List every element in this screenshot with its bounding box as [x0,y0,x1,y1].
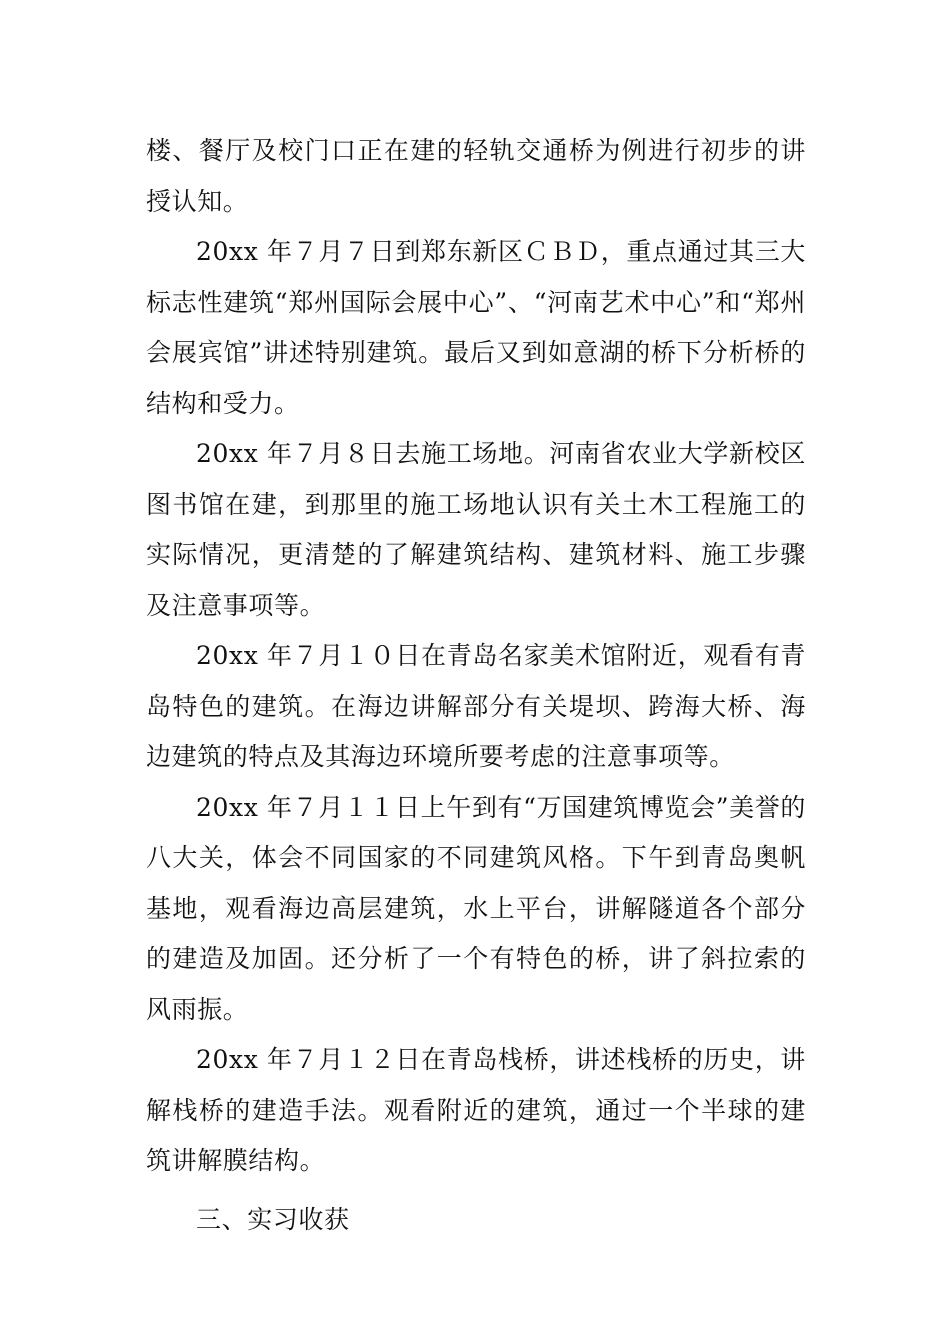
paragraph-july-11: 20xx 年７月１１日上午到有“万国建筑博览会”美誉的八大关，体会不同国家的不同建筑风格。下午到青岛奥帆基地，观看海边高层建筑，水上平台，讲解隧道各个部分的建造及加固。还分析了一个有特色的桥，讲了斜拉索的风雨振。 [146,792,806,1024]
paragraph-continued: 楼、餐厅及校门口正在建的轻轨交通桥为例进行初步的讲授认知。 [146,136,806,216]
paragraph-july-10: 20xx 年７月１０日在青岛名家美术馆附近，观看有青岛特色的建筑。在海边讲解部分有关堤坝、跨海大桥、海边建筑的特点及其海边环境所要考虑的注意事项等。 [146,641,806,771]
paragraph-july-12: 20xx 年７月１２日在青岛栈桥，讲述栈桥的历史，讲解栈桥的建造手法。观看附近的建筑，通过一个半球的建筑讲解膜结构。 [146,1045,806,1175]
section-heading: 三、实习收获 [196,1204,350,1234]
document-body [146,126,806,1245]
paragraph-july-8: 20xx 年７月８日去施工场地。河南省农业大学新校区图书馆在建，到那里的施工场地认识有关土木工程施工的实际情况，更清楚的了解建筑结构、建筑材料、施工步骤及注意事项等。 [146,439,806,620]
paragraph-july-7: 20xx 年７月７日到郑东新区ＣＢＤ，重点通过其三大标志性建筑“郑州国际会展中心”、“河南艺术中心”和“郑州会展宾馆”讲述特别建筑。最后又到如意湖的桥下分析桥的结构和受力。 [146,237,806,418]
